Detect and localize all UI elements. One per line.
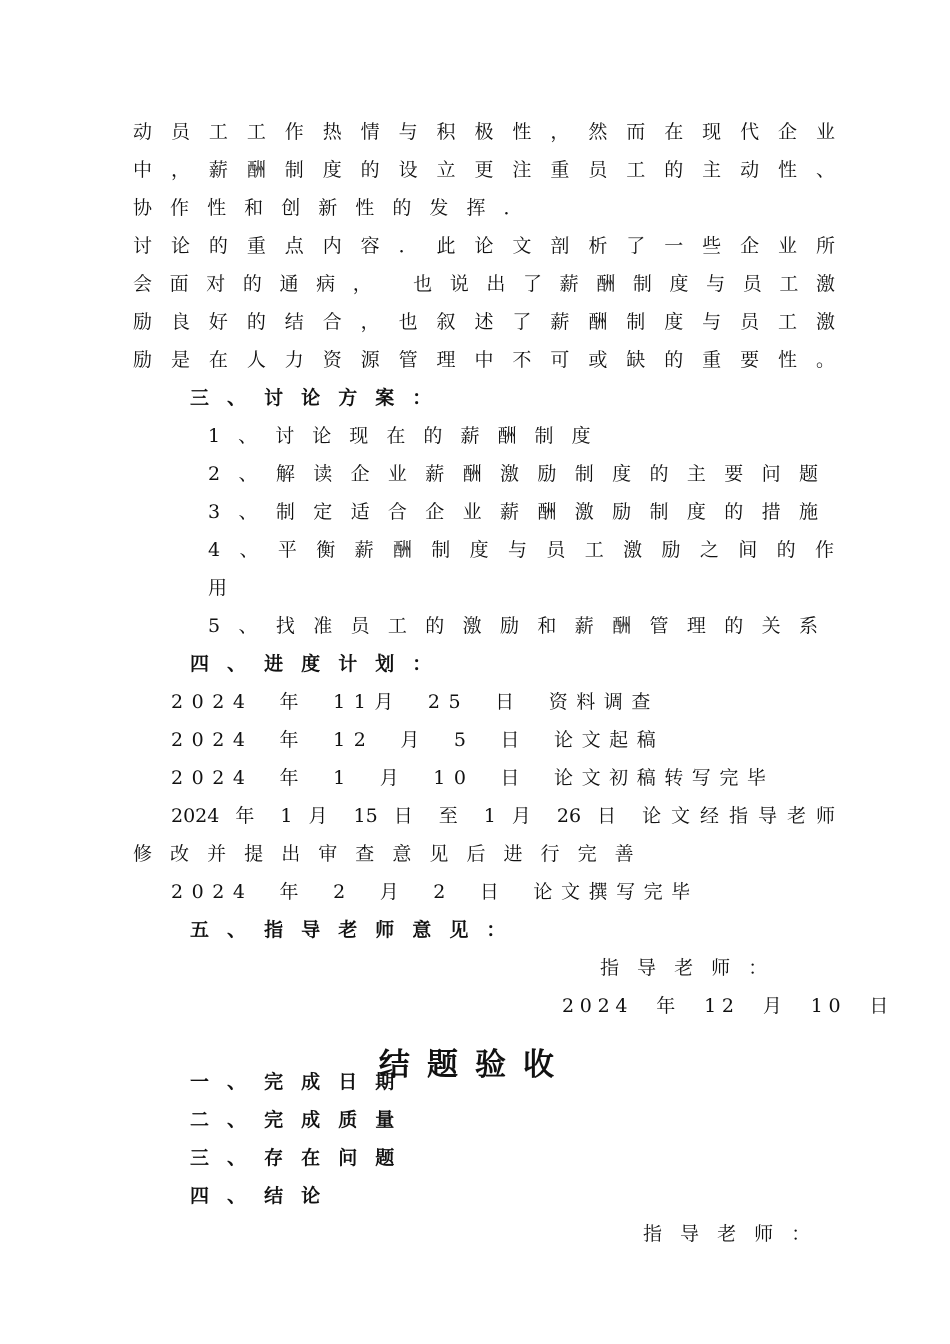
acceptance-item: 四、结论 (190, 1185, 339, 1207)
body-line: 励是在人力资源管理中不可或缺的重要性。 (133, 349, 835, 371)
advisor-signature: 指导老师： (600, 957, 786, 979)
acceptance-item: 二、完成质量 (190, 1109, 413, 1131)
body-line: 动员工工作热情与积极性，然而在现代企业 (133, 121, 835, 143)
advisor-date: 2024 年 12 月 10 日 (562, 995, 895, 1017)
schedule-item: 修改并提出审查意见后进行完善 (133, 843, 652, 865)
acceptance-item: 三、存在问题 (190, 1147, 413, 1169)
body-line: 协作性和创新性的发挥． (133, 197, 541, 219)
section-heading: 三、讨论方案： (190, 387, 450, 409)
section-heading: 四、进度计划： (190, 653, 450, 675)
list-item: 2、解读企业薪酬激励制度的主要问题 (208, 463, 818, 485)
schedule-item: 2024 年 2 月 2 日 论文撰写完毕 (171, 881, 699, 903)
schedule-item: 2024 年 1 月 15 日 至 1 月 26 日 论文经指导老师 (171, 805, 835, 827)
list-item: 5、找准员工的激励和薪酬管理的关系 (208, 615, 818, 637)
body-line: 励良好的结合，也叙述了薪酬制度与员工激 (133, 311, 835, 333)
acceptance-title: 结题验收 (378, 1046, 572, 1083)
schedule-item: 2024 年 1 月 10 日 论文初稿转写完毕 (171, 767, 775, 789)
acceptance-signature: 指导老师： (643, 1223, 829, 1245)
schedule-item: 2024 年 12 月 5 日 论文起稿 (171, 729, 665, 751)
list-item: 用 (208, 577, 228, 599)
section-heading: 五、指导老师意见： (190, 919, 524, 941)
acceptance-item: 一、完成日期 (190, 1071, 413, 1093)
schedule-item: 2024 年 11月 25 日 资料调查 (171, 691, 659, 713)
body-line: 中，薪酬制度的设立更注重员工的主动性、 (133, 159, 835, 181)
body-line: 会面对的通病， 也说出了薪酬制度与员工激 (133, 273, 835, 295)
list-item: 1、讨论现在的薪酬制度 (208, 425, 609, 447)
body-line: 讨论的重点内容．此论文剖析了一些企业所 (133, 235, 835, 257)
list-item: 3、制定适合企业薪酬激励制度的措施 (208, 501, 818, 523)
list-item: 4、平衡薪酬制度与员工激励之间的作 (208, 539, 834, 561)
